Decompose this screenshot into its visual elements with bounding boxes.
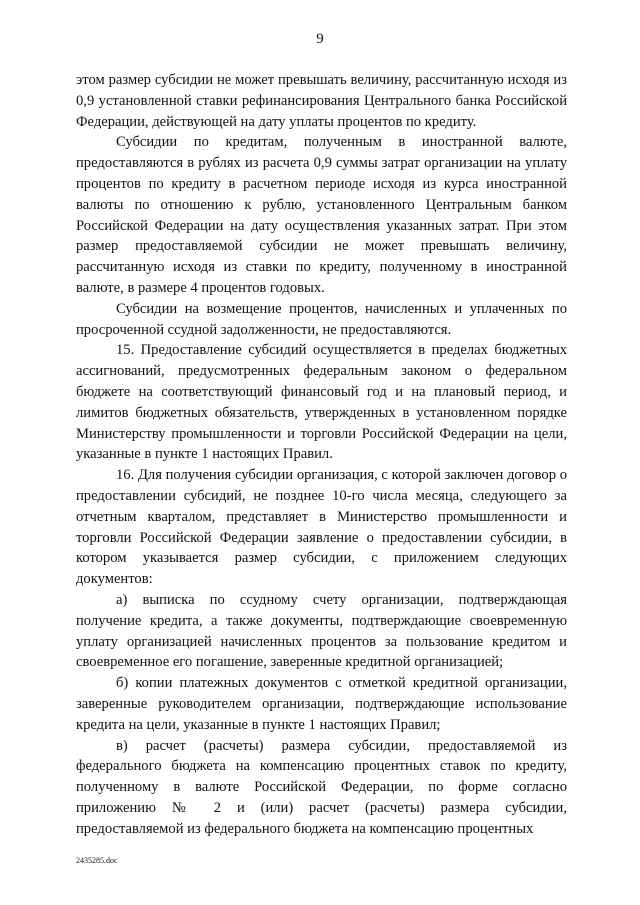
paragraph-item-15: 15. Предоставление субсидий осуществляется в пределах бюджетных ассигнований, предусмотренных федеральным законом о федеральном бюджете на соответствующий финансовый год и на плановый период, и лимитов бюджетных обязательств, утвержденных в установленном порядке Министерству промышленности и торговли Российской Федерации на цели, указанные в пункте 1 настоящих Правил.: [76, 342, 567, 463]
page-number: 9: [316, 31, 324, 47]
footer-filename: 2435285.doc: [76, 856, 118, 865]
paragraph-subsidy-limit-continuation: этом размер субсидии не может превышать величину, рассчитанную исходя из 0,9 установленной ставки рефинансирования Центрального банка Российской Федерации, действующей на дату уплаты процентов по кредиту.: [76, 72, 567, 130]
document-body: [76, 70, 567, 839]
paragraph-overdue-debt-exclusion: Субсидии на возмещение процентов, начисленных и уплаченных по просроченной ссудной задолженности, не предоставляются.: [76, 300, 567, 338]
paragraph-subitem-v: в) расчет (расчеты) размера субсидии, предоставляемой из федерального бюджета на компенсацию процентных ставок по кредиту, полученному в валюте Российской Федерации, по форме согласно приложению № 2 и (или) расчет (расчеты) размера субсидии, предоставляемой из федерального бюджета на компенсацию процентных: [76, 737, 567, 837]
paragraph-subitem-b: б) копии платежных документов с отметкой кредитной организации, заверенные руководителем организации, подтверждающие использование кредита на цели, указанные в пункте 1 настоящих Правил;: [76, 675, 567, 733]
paragraph-subitem-a: а) выписка по ссудному счету организации, подтверждающая получение кредита, а также документы, подтверждающие своевременную уплату организацией начисленных процентов за пользование кредитом и своевременное его погашение, заверенные кредитной организацией;: [76, 591, 567, 671]
paragraph-item-16: 16. Для получения субсидии организация, с которой заключен договор о предоставлении субсидий, не позднее 10-го числа месяца, следующего за отчетным кварталом, представляет в Министерство промышленности и торговли Российской Федерации заявление о предоставлении субсидии, в котором указывается размер субсидии, с приложением следующих документов:: [76, 467, 567, 588]
paragraph-foreign-currency-credits: Субсидии по кредитам, полученным в иностранной валюте, предоставляются в рублях из расчета 0,9 суммы затрат организации на уплату процентов по кредиту в расчетном периоде исходя из курса иностранной валюты по отношению к рублю, установленного Центральным банком Российской Федерации на дату осуществления указанных затрат. При этом размер предоставляемой субсидии не может превышать величину, рассчитанную исходя из ставки по кредиту, полученному в иностранной валюте, в размере 4 процентов годовых.: [76, 134, 567, 296]
